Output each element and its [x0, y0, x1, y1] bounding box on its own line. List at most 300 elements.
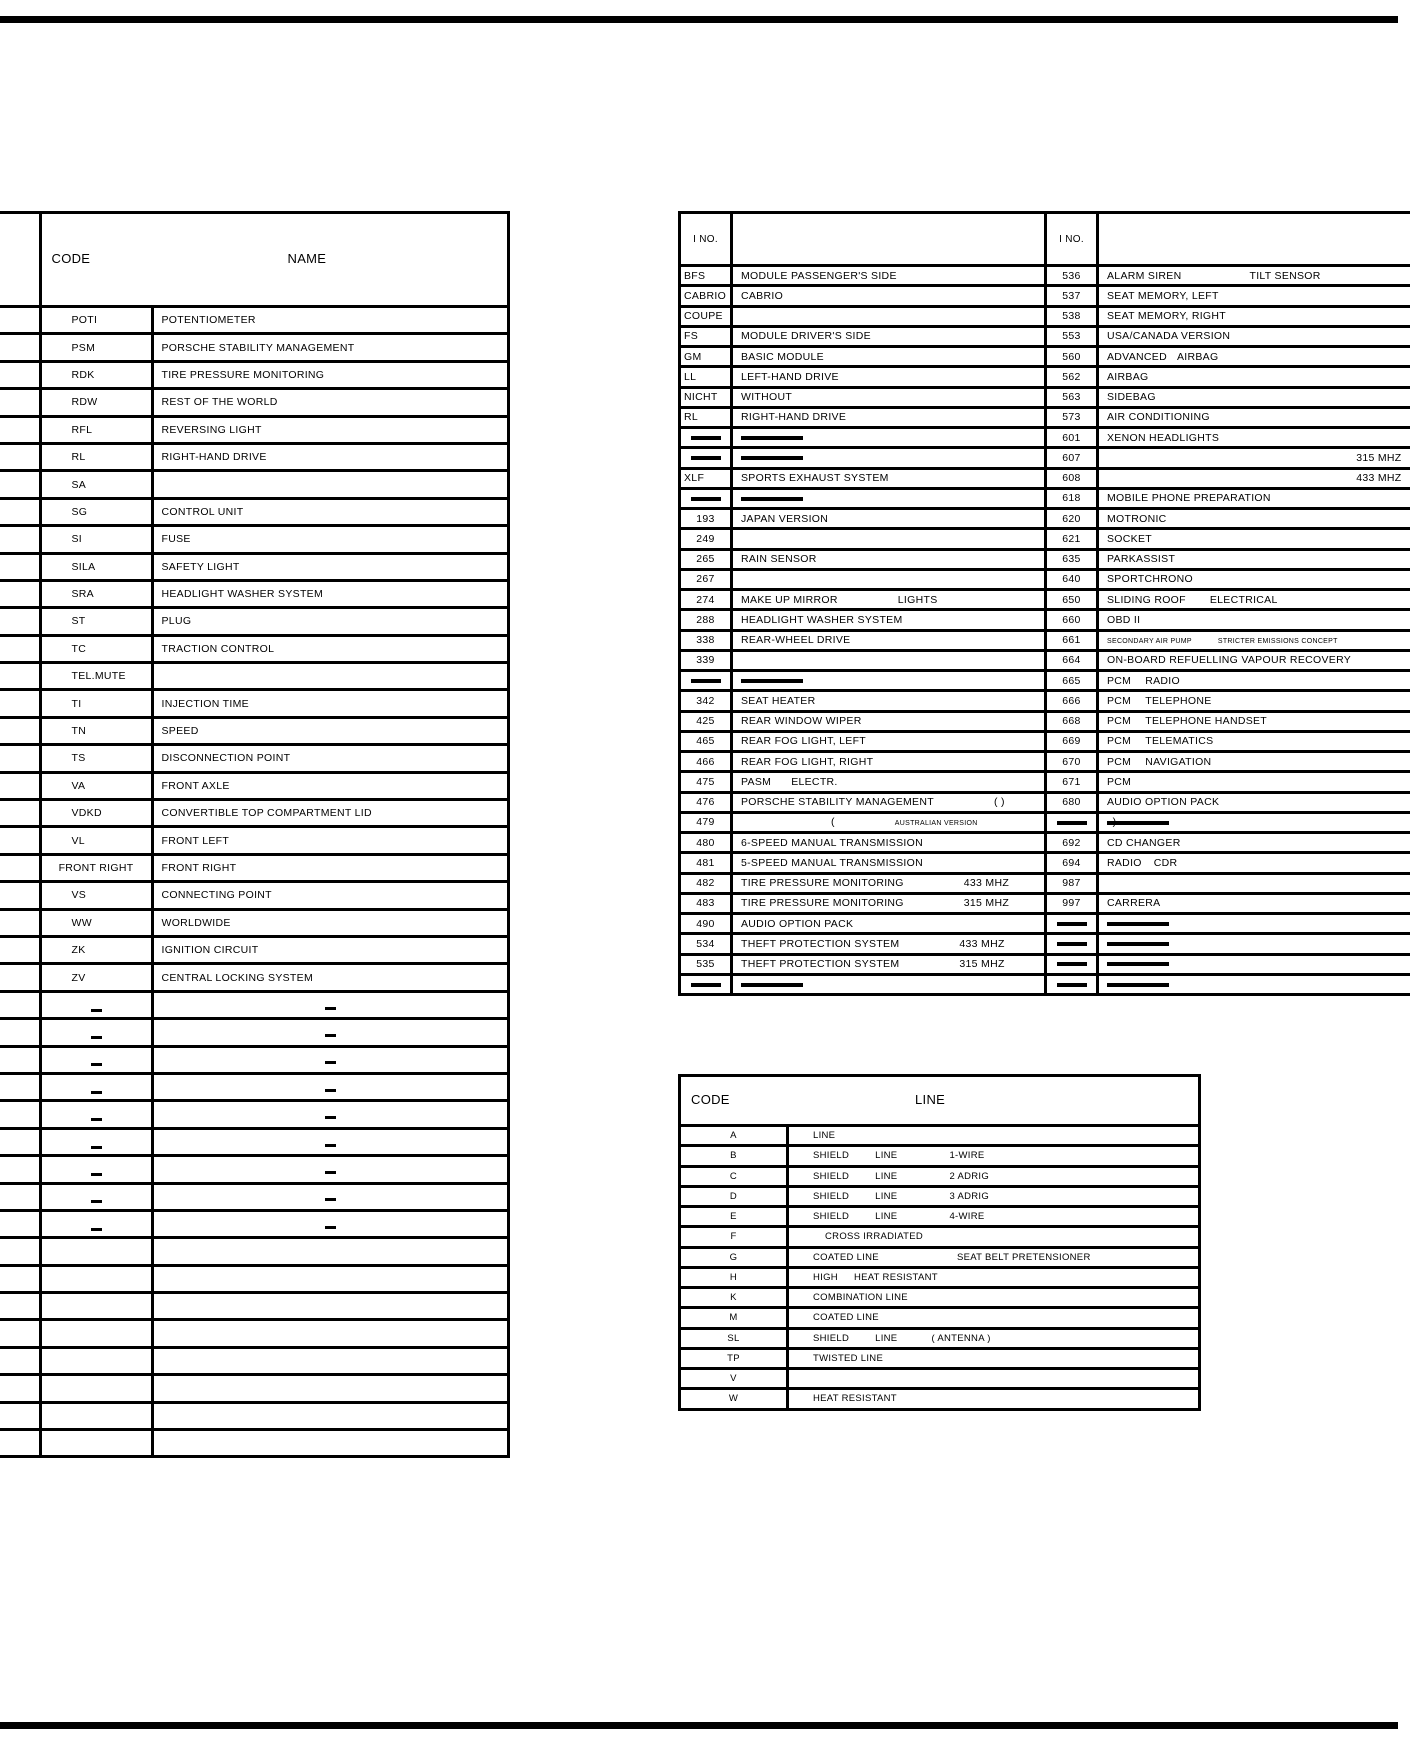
code-cell: [40, 1156, 152, 1183]
line-description-cell: [788, 1369, 1200, 1389]
left-description-text: THEFT PROTECTION SYSTEM: [741, 937, 900, 950]
table-row: [0, 389, 508, 416]
table-row: [680, 266, 1410, 286]
right-number-cell: [1046, 731, 1098, 751]
right-description-cell: [1098, 509, 1410, 529]
left-description-text: TIRE PRESSURE MONITORING: [741, 897, 904, 910]
left-number-text: 288: [696, 613, 715, 626]
bottom-border-rule: [0, 1722, 1398, 1729]
name-cell: [152, 1156, 508, 1183]
name-text: POTENTIOMETER: [161, 314, 256, 327]
left-number-cell: [680, 428, 732, 448]
left-number-cell: [680, 853, 732, 873]
code-cell: [40, 991, 152, 1018]
blank-cell: [0, 1347, 40, 1374]
right-description-cell: [1098, 873, 1410, 893]
code-text: TC: [71, 642, 87, 655]
code-cell: [40, 882, 152, 909]
blank-cell: [0, 553, 40, 580]
dash-row: [0, 1019, 508, 1046]
right-number-cell: [1046, 407, 1098, 427]
line-code-cell: [680, 1308, 788, 1328]
line-code-text: E: [730, 1211, 737, 1223]
name-cell: [152, 471, 508, 498]
right-number-cell: [1046, 772, 1098, 792]
right-number-cell: [1046, 792, 1098, 812]
name-cell: [152, 882, 508, 909]
left-number-text: RL: [684, 411, 699, 424]
blank-cell: [0, 471, 40, 498]
right-description-cell: [1098, 266, 1410, 286]
code-cell: [40, 827, 152, 854]
code-cell: [40, 909, 152, 936]
left-number-cell: [680, 691, 732, 711]
placeholder-dash: [325, 1007, 336, 1010]
name-text: DISCONNECTION POINT: [161, 752, 291, 765]
code-cell: [40, 1128, 152, 1155]
table-row: [0, 526, 508, 553]
right-number-cell: [1046, 266, 1098, 286]
placeholder-bar: [1057, 922, 1087, 926]
abbreviation-table: [0, 211, 510, 1458]
code-text: SI: [71, 533, 83, 546]
left-description-text: REAR FOG LIGHT, LEFT: [741, 735, 867, 748]
table-row: [0, 471, 508, 498]
right-description-subtext: 433 MHZ: [1356, 472, 1402, 485]
name-text: CENTRAL LOCKING SYSTEM: [161, 971, 313, 984]
blank-cell: [0, 1128, 40, 1155]
right-description-subtext: RADIO: [1145, 674, 1180, 687]
left-number-text: 479: [696, 816, 715, 829]
right-description-text: USA/CANADA VERSION: [1107, 330, 1231, 343]
blank-cell: [0, 827, 40, 854]
right-description-text: ALARM SIREN: [1107, 269, 1182, 282]
table-row: [680, 934, 1410, 954]
code-cell: [40, 745, 152, 772]
header-cell: [40, 213, 508, 307]
blank-cell: [0, 909, 40, 936]
left-description-text: SPORTS EXHAUST SYSTEM: [741, 472, 889, 485]
left-number-text: 535: [696, 958, 715, 971]
right-number-cell: [1046, 833, 1098, 853]
table-row: [680, 326, 1410, 346]
line-code-text: H: [729, 1271, 738, 1283]
placeholder-dash: [325, 1034, 336, 1037]
right-description-text: SEAT MEMORY, RIGHT: [1107, 310, 1226, 323]
code-cell: [40, 854, 152, 881]
table-row: [680, 1328, 1200, 1348]
left-description-text: CABRIO: [741, 289, 784, 302]
left-number-cell: [680, 772, 732, 792]
code-text: TS: [71, 752, 86, 765]
name-text: TIRE PRESSURE MONITORING: [161, 368, 325, 381]
table-row: [680, 1166, 1200, 1186]
placeholder-dash: [91, 1063, 102, 1066]
line-code-text: B: [730, 1150, 737, 1162]
placeholder-bar: [741, 983, 803, 987]
code-cell: [40, 608, 152, 635]
code-cell: [40, 717, 152, 744]
left-description-cell: [732, 509, 1046, 529]
table-row: [0, 635, 508, 662]
placeholder-bar: [1057, 962, 1087, 966]
right-number-text: 607: [1062, 451, 1081, 464]
table-row: [680, 893, 1410, 913]
table-row: [0, 800, 508, 827]
code-text: VL: [71, 834, 85, 847]
code-cell: [40, 1375, 152, 1402]
left-description-text: THEFT PROTECTION SYSTEM: [741, 958, 900, 971]
table-row: [0, 608, 508, 635]
code-text: ST: [71, 615, 86, 628]
placeholder-bar: [741, 679, 803, 683]
blank-cell: [0, 1375, 40, 1402]
table-row: [680, 650, 1410, 670]
empty-row: [0, 1402, 508, 1429]
line-code-cell: [680, 1227, 788, 1247]
name-cell: [152, 498, 508, 525]
right-description-cell: [1098, 488, 1410, 508]
code-text: WW: [71, 916, 92, 929]
right-description-cell: [1098, 752, 1410, 772]
column-header-right-no: I NO.: [1046, 213, 1098, 266]
left-description-text: RIGHT-HAND DRIVE: [741, 411, 847, 424]
left-number-cell: [680, 650, 732, 670]
name-text: FRONT LEFT: [161, 834, 230, 847]
name-cell: [152, 772, 508, 799]
table-row: [0, 772, 508, 799]
right-description-cell: [1098, 691, 1410, 711]
code-cell: [40, 498, 152, 525]
table-row: [680, 954, 1410, 974]
table-row: [0, 745, 508, 772]
table-row: [680, 1267, 1200, 1287]
left-description-subtext: ( ): [993, 796, 1005, 809]
table-row: [680, 792, 1410, 812]
left-description-cell: [732, 853, 1046, 873]
right-number-text: 668: [1062, 715, 1081, 728]
code-cell: [40, 526, 152, 553]
right-number-text: 661: [1062, 634, 1081, 647]
name-text: WORLDWIDE: [161, 916, 231, 929]
left-description-text: HEADLIGHT WASHER SYSTEM: [741, 613, 903, 626]
right-description-subtext: STRICTER EMISSIONS CONCEPT: [1217, 638, 1338, 646]
left-description-subtext: 315 MHZ: [963, 897, 1010, 910]
right-number-text: 987: [1062, 877, 1081, 890]
name-text: CONVERTIBLE TOP COMPARTMENT LID: [161, 807, 372, 820]
line-description-subtext: LINE: [875, 1332, 898, 1344]
right-description-subtext: CDR: [1153, 856, 1178, 869]
left-description-text: 6-SPEED MANUAL TRANSMISSION: [741, 836, 923, 849]
dash-row: [0, 1210, 508, 1237]
blank-cell: [0, 1265, 40, 1292]
name-text: REVERSING LIGHT: [161, 423, 262, 436]
blank-cell: [0, 334, 40, 361]
left-description-cell: [732, 407, 1046, 427]
right-number-text: 562: [1062, 370, 1081, 383]
left-number-text: XLF: [684, 472, 705, 485]
name-cell: [152, 991, 508, 1018]
placeholder-bar: [691, 497, 721, 501]
code-cell: [40, 1019, 152, 1046]
name-text: PORSCHE STABILITY MANAGEMENT: [161, 341, 355, 354]
line-description-text: SHIELD: [813, 1190, 850, 1202]
line-description-cell: [788, 1126, 1200, 1146]
right-description-cell: [1098, 306, 1410, 326]
name-text: IGNITION CIRCUIT: [161, 944, 259, 957]
empty-row: [0, 1238, 508, 1265]
table-row: [680, 1227, 1200, 1247]
right-description-text: XENON HEADLIGHTS: [1107, 431, 1220, 444]
right-number-cell: [1046, 549, 1098, 569]
left-number-text: 338: [696, 634, 715, 647]
code-text: RDK: [71, 368, 95, 381]
code-cell: [40, 416, 152, 443]
right-number-text: 563: [1062, 391, 1081, 404]
right-number-cell: [1046, 468, 1098, 488]
code-cell: [40, 1402, 152, 1429]
name-cell: [152, 827, 508, 854]
code-cell: [40, 334, 152, 361]
left-number-text: 483: [696, 897, 715, 910]
right-description-cell: [1098, 286, 1410, 306]
left-number-cell: [680, 934, 732, 954]
left-description-subtext: 433 MHZ: [963, 877, 1010, 890]
name-text: FRONT AXLE: [161, 779, 230, 792]
code-cell: [40, 1430, 152, 1457]
code-cell: [40, 1293, 152, 1320]
line-code-text: SL: [727, 1332, 740, 1344]
left-number-cell: [680, 286, 732, 306]
left-description-cell: [732, 347, 1046, 367]
right-number-cell: [1046, 488, 1098, 508]
left-description-cell: [732, 833, 1046, 853]
line-code-text: D: [729, 1190, 738, 1202]
right-description-cell: [1098, 326, 1410, 346]
code-cell: [40, 361, 152, 388]
left-number-text: LL: [684, 370, 697, 383]
table-row: [680, 1247, 1200, 1267]
left-description-cell: [732, 488, 1046, 508]
column-header-code: CODE: [51, 250, 91, 266]
line-description-cell: [788, 1166, 1200, 1186]
name-text: REST OF THE WORLD: [161, 396, 278, 409]
left-description-text: REAR FOG LIGHT, RIGHT: [741, 755, 874, 768]
right-description-cell: [1098, 914, 1410, 934]
code-cell: [40, 1347, 152, 1374]
code-cell: [40, 471, 152, 498]
line-description-text: SHIELD: [813, 1170, 850, 1182]
left-number-cell: [680, 610, 732, 630]
blank-cell: [0, 936, 40, 963]
left-number-text: 193: [696, 512, 715, 525]
right-number-cell: [1046, 306, 1098, 326]
left-number-cell: [680, 529, 732, 549]
left-number-text: 481: [696, 856, 715, 869]
left-number-cell: [680, 792, 732, 812]
table-row: [680, 549, 1410, 569]
name-cell: [152, 361, 508, 388]
code-text: SG: [71, 505, 88, 518]
placeholder-bar: [741, 497, 803, 501]
name-cell: [152, 1019, 508, 1046]
left-description-text: SEAT HEATER: [741, 694, 816, 707]
left-description-cell: [732, 873, 1046, 893]
blank-cell: [0, 1156, 40, 1183]
left-number-text: 342: [696, 694, 715, 707]
blank-cell: [0, 443, 40, 470]
placeholder-bar: [691, 679, 721, 683]
table-row: [680, 407, 1410, 427]
placeholder-bar: [1057, 821, 1087, 825]
right-description-cell: [1098, 833, 1410, 853]
placeholder-bar: [691, 983, 721, 987]
left-number-text: COUPE: [684, 310, 723, 323]
left-description-cell: [732, 671, 1046, 691]
left-number-cell: [680, 974, 732, 994]
left-description-cell: [732, 792, 1046, 812]
code-text: FRONT RIGHT: [58, 862, 134, 874]
line-code-text: G: [729, 1251, 738, 1263]
line-description-cell: [788, 1207, 1200, 1227]
right-number-cell: [1046, 812, 1098, 832]
table-row: [0, 663, 508, 690]
empty-row: [0, 1347, 508, 1374]
right-number-cell: [1046, 367, 1098, 387]
left-description-cell: [732, 326, 1046, 346]
blank-cell: [0, 580, 40, 607]
right-number-text: 650: [1062, 593, 1081, 606]
code-cell: [40, 936, 152, 963]
dash-row: [0, 991, 508, 1018]
empty-row: [0, 1430, 508, 1457]
right-description-text: OBD II: [1107, 613, 1141, 626]
left-number-text: 339: [696, 654, 715, 667]
right-number-cell: [1046, 691, 1098, 711]
placeholder-dash: [325, 1089, 336, 1092]
dash-row: [0, 1046, 508, 1073]
line-type-table: [678, 1074, 1201, 1411]
placeholder-bar: [1057, 942, 1087, 946]
left-description-text: PASM: [741, 775, 772, 788]
placeholder-dash: [91, 1228, 102, 1231]
line-code-text: TP: [727, 1352, 740, 1364]
empty-row: [0, 1320, 508, 1347]
placeholder-bar: [1107, 922, 1169, 926]
name-text: INJECTION TIME: [161, 697, 249, 710]
table-row: [680, 1186, 1200, 1206]
code-text: TI: [71, 697, 82, 710]
line-code-cell: [680, 1389, 788, 1409]
placeholder-dash: [91, 1173, 102, 1176]
left-description-cell: [732, 266, 1046, 286]
name-cell: [152, 1375, 508, 1402]
name-cell: [152, 1347, 508, 1374]
line-description-cell: [788, 1227, 1200, 1247]
right-description-text: SEAT MEMORY, LEFT: [1107, 289, 1219, 302]
code-cell: [40, 443, 152, 470]
table-row: [0, 854, 508, 881]
right-number-text: 666: [1062, 694, 1081, 707]
code-cell: [40, 553, 152, 580]
left-description-cell: [732, 468, 1046, 488]
right-description-cell: [1098, 387, 1410, 407]
blank-cell: [0, 361, 40, 388]
right-description-text: PCM: [1107, 735, 1132, 748]
name-cell: [152, 745, 508, 772]
right-description-cell: [1098, 731, 1410, 751]
name-cell: [152, 717, 508, 744]
right-description-cell: [1098, 630, 1410, 650]
name-text: TRACTION CONTROL: [161, 642, 275, 655]
left-number-cell: [680, 711, 732, 731]
left-description-text: MAKE UP MIRROR: [741, 593, 838, 606]
right-description-text: RADIO: [1107, 856, 1142, 869]
dash-row: [0, 1073, 508, 1100]
blank-cell: [0, 717, 40, 744]
line-description-cell: [788, 1186, 1200, 1206]
left-description-cell: [732, 650, 1046, 670]
right-description-text: PCM: [1107, 694, 1132, 707]
left-description-cell: [732, 610, 1046, 630]
left-description-cell: [732, 812, 1117, 832]
line-code-text: V: [730, 1373, 737, 1385]
header-blank-cell: [1098, 213, 1410, 266]
blank-cell: [0, 608, 40, 635]
left-description-cell: [732, 549, 1046, 569]
blank-cell: [0, 1210, 40, 1237]
line-code-text: K: [730, 1292, 737, 1304]
table-row: [680, 1348, 1200, 1368]
left-number-text: CABRIO: [684, 289, 727, 302]
code-text: TEL.MUTE: [71, 670, 126, 683]
table-row: [680, 974, 1410, 994]
right-number-text: 669: [1062, 735, 1081, 748]
line-description-subtext: 3 ADRIG: [949, 1190, 990, 1202]
right-description-cell: [1098, 853, 1410, 873]
right-number-text: 671: [1062, 775, 1081, 788]
line-code-text: M: [729, 1312, 738, 1324]
left-description-cell: [732, 711, 1046, 731]
name-text: RIGHT-HAND DRIVE: [161, 451, 267, 464]
table-row: [0, 882, 508, 909]
table-row: [680, 1146, 1200, 1166]
name-text: SAFETY LIGHT: [161, 560, 240, 573]
left-description-cell: [732, 691, 1046, 711]
line-description-text: TWISTED LINE: [813, 1352, 884, 1364]
right-number-cell: [1046, 934, 1098, 954]
table-row: [0, 416, 508, 443]
code-cell: [40, 389, 152, 416]
line-description-cell: [788, 1328, 1200, 1348]
table-row: [0, 443, 508, 470]
right-description-text: PCM: [1107, 755, 1132, 768]
blank-cell: [0, 1046, 40, 1073]
left-description-text: REAR-WHEEL DRIVE: [741, 634, 851, 647]
right-description-text: SOCKET: [1107, 532, 1152, 545]
line-description-subtext: LINE: [875, 1150, 898, 1162]
left-description-cell: [732, 448, 1046, 468]
left-description-cell: [732, 934, 1046, 954]
line-description-cell: [788, 1308, 1200, 1328]
right-number-text: 620: [1062, 512, 1081, 525]
right-description-cell: [1098, 792, 1410, 812]
placeholder-bar: [1107, 821, 1169, 825]
code-cell: [40, 1183, 152, 1210]
left-number-cell: [680, 347, 732, 367]
right-number-text: 694: [1062, 856, 1081, 869]
left-number-text: 534: [696, 937, 715, 950]
